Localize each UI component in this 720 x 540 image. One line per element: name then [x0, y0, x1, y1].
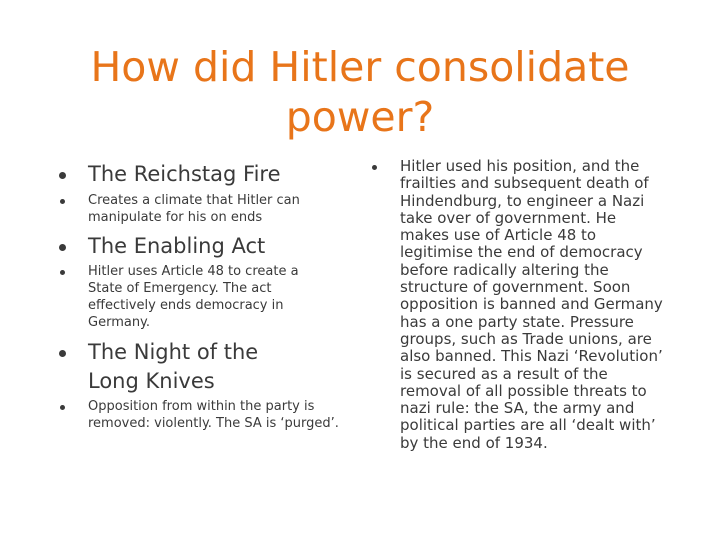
item-heading-reichstag-fire: The Reichstag Fire	[88, 162, 281, 186]
item-heading-enabling-act: The Enabling Act	[88, 234, 266, 258]
bullet-icon	[59, 172, 66, 179]
slide-title: How did Hitler consolidate power?	[90, 43, 630, 141]
bullet-icon	[59, 350, 66, 357]
item-text-reichstag-fire: Creates a climate that Hitler can manipulate for his on ends	[88, 193, 300, 225]
bullet-icon	[372, 165, 377, 170]
item-heading-night-of-long-knives: The Night of the Long Knives	[88, 340, 259, 393]
bullet-icon	[59, 244, 66, 251]
bullet-icon	[60, 199, 65, 204]
bullet-icon	[60, 405, 65, 410]
item-text-night-of-long-knives: Opposition from within the party is removed: violently. The SA is ‘purged’.	[88, 399, 339, 431]
bullet-icon	[60, 270, 65, 275]
item-text-enabling-act: Hitler uses Article 48 to create a State of Emergency. The act effectively ends democracy in Germany.	[88, 264, 299, 330]
right-summary-text: Hitler used his position, and the frailties and subsequent death of Hindendburg, to engineer a Nazi take over of government. He makes use of Article 48 to legitimise the end of democracy before radically altering the structure of government. Soon opposition is banned and Germany has a one party state. Pressure groups, such as Trade unions, are also banned. This Nazi ‘Revolution’ is secured as a result of the removal of all possible threats to nazi rule: the SA, the army and political parties are all ‘dealt with’ by the end of 1934.	[400, 157, 663, 452]
